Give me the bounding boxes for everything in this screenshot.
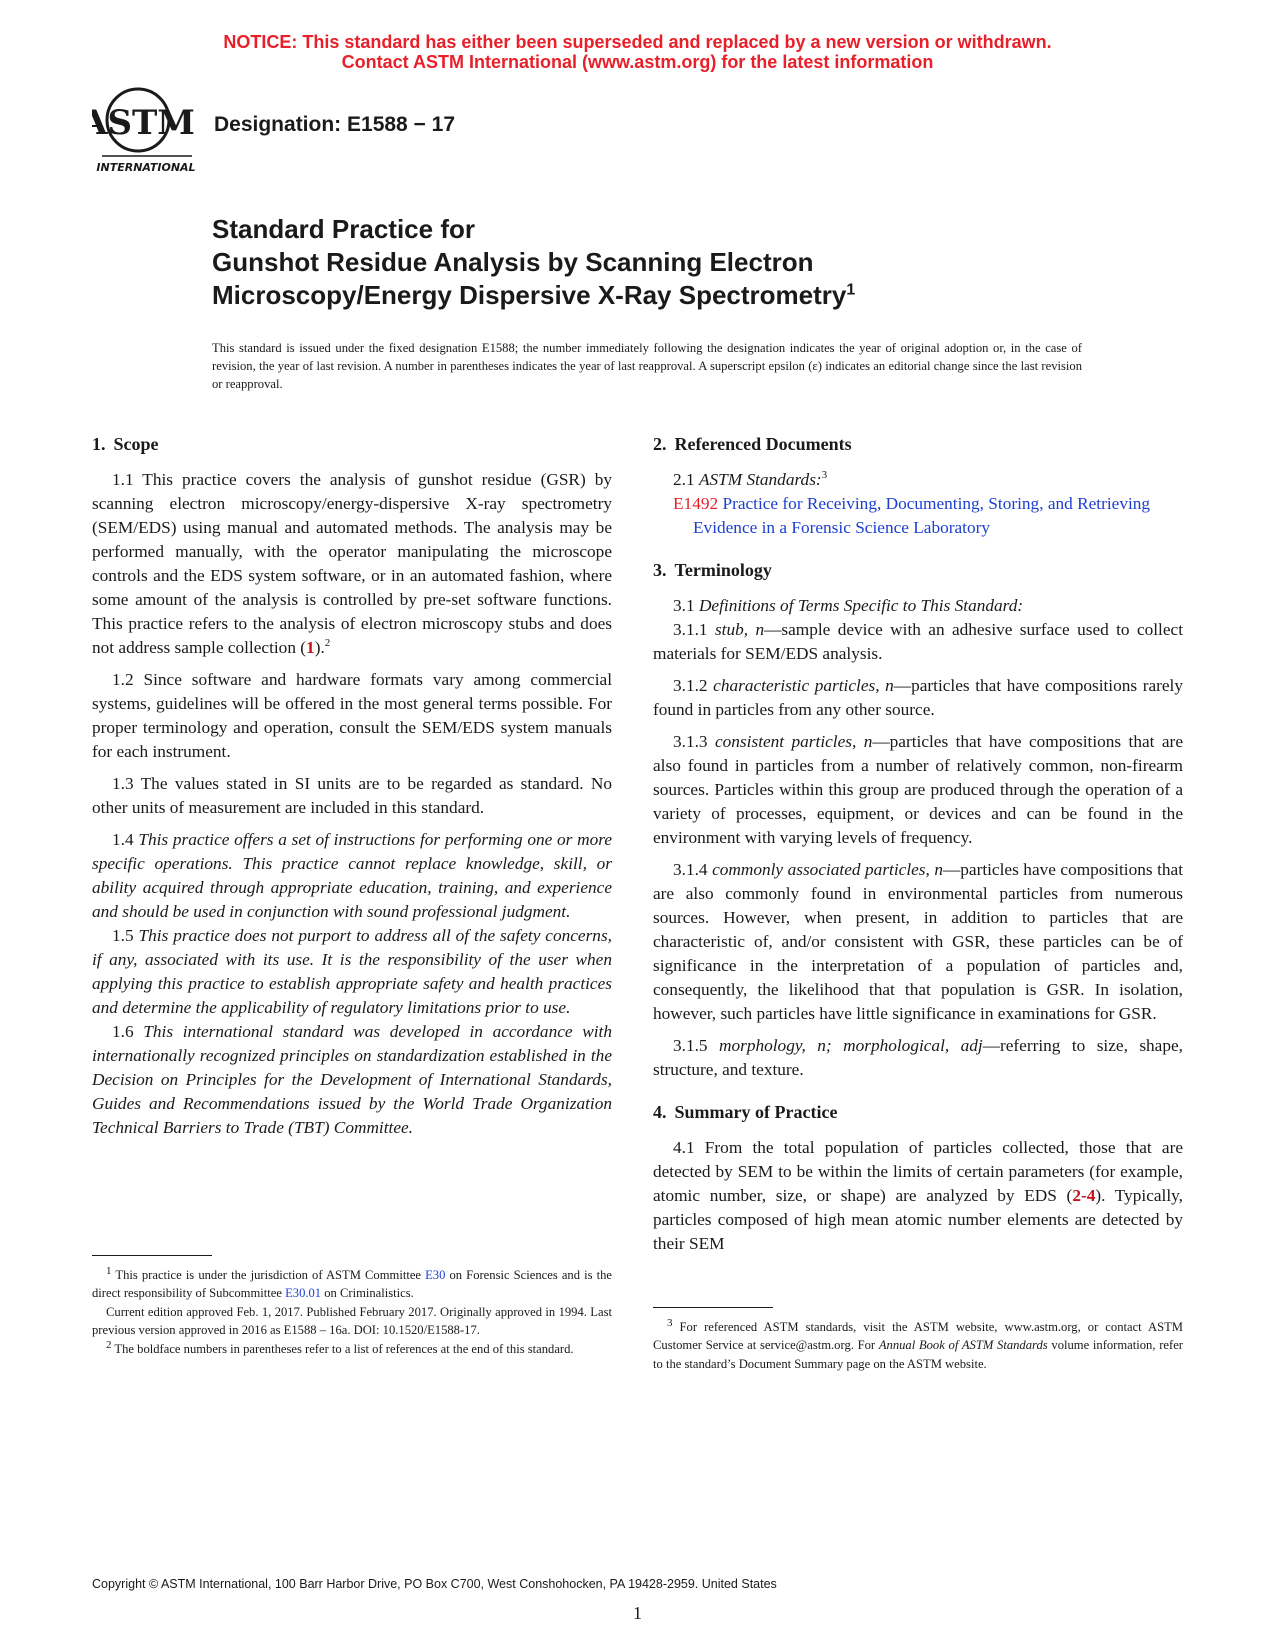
section-terminology xyxy=(653,558,1183,1082)
scope-1-6: 1.6 This international standard was developed in accordance with internationally recognized principles on standardization established in the Decision on Principles for the Development of International Standards, Guides and Recommendations issued by the World Trade Organization Technical Barriers to Trade (TBT) Committee. xyxy=(92,1022,612,1137)
summary-4-1: 4.1 From the total population of particles collected, those that are detected by SEM to be within the limits of certain parameters (for example, atomic number, size, or shape) are analyzed by EDS (2-4). Typically, particles composed of high mean atomic number elements are detected by their SEM xyxy=(653,1138,1184,1253)
committee-link[interactable]: E30 xyxy=(425,1268,446,1282)
section-scope xyxy=(92,432,612,1140)
scope-1-5: 1.5 This practice does not purport to address all of the safety concerns, if any, associated with its use. It is the responsibility of the user when applying this practice to establish appropriate safety and health practices and determine the applicability of regulatory limitations prior to use. xyxy=(92,926,612,1017)
copyright: Copyright © ASTM International, 100 Barr Harbor Drive, PO Box C700, West Conshohocken, PA 19428-2959. United States xyxy=(92,1577,777,1591)
footnote-3: $^3$ For referenced ASTM standards, visit the ASTM website, www.astm.org, or contact ASTM Customer Service at service@astm.org. For Annual Book of ASTM Standards volume information, refer to the standard’s Document Summary page on the ASTM website. xyxy=(653,1316,1183,1371)
summary-heading: 4. Summary of Practice xyxy=(653,1102,838,1122)
scope-1-1: 1.1 This practice covers the analysis of gunshot residue (GSR) by scanning electron microscopy/energy-dispersive X-ray spectrometry (SEM/EDS) using manual and automated methods. The analysis may be performed manually, with the operator manipulating the microscope controls and the EDS system software, or in an automated fashion, where some amount of the analysis is controlled by pre-set software functions. This practice refers to the analysis of electron microscopy stubs and does not address sample collection (1).$^2$ xyxy=(92,470,612,657)
page-number: 1 xyxy=(633,1603,642,1623)
footnote-1: $^1$ This practice is under the jurisdiction of ASTM Committee E30 on Forensic Sciences and is the direct responsibility of Subcommittee E30.01 on Criminalistics. xyxy=(92,1264,612,1301)
title-line-2: Gunshot Residue Analysis by Scanning Electron xyxy=(212,247,814,277)
reference-citation[interactable]: 1 xyxy=(306,638,315,657)
footnote-divider xyxy=(653,1307,773,1308)
referenced-document-e1492[interactable]: E1492 Practice for Receiving, Documenting, Storing, and Retrieving Evidence in a Forensic Science Laboratory xyxy=(673,494,1151,537)
reference-citation[interactable]: 2-4 xyxy=(1072,1186,1096,1205)
designation: Designation: E1588 − 17 xyxy=(214,113,456,136)
footnotes-right xyxy=(653,1307,1183,1373)
scope-1-2: 1.2 Since software and hardware formats vary among commercial systems, guidelines will be offered in the most general terms possible. For proper terminology and operation, consult the SEM/EDS system manuals for each instrument. xyxy=(92,670,612,761)
left-column xyxy=(92,432,612,1158)
section-summary xyxy=(653,1100,1183,1256)
scope-heading: 1. Scope xyxy=(92,434,159,454)
astm-logo xyxy=(92,82,200,182)
title-footnote-mark: 1 xyxy=(846,281,856,299)
svg-text:INTERNATIONAL: INTERNATIONAL xyxy=(96,161,196,174)
right-column xyxy=(653,432,1183,1274)
footnotes-left xyxy=(92,1255,612,1358)
document-title xyxy=(212,213,855,312)
svg-text:ASTM: ASTM xyxy=(92,103,195,143)
term-consistent-particles: 3.1.3 consistent particles, n—particles that have compositions that are also found in particles from a number of relatively common, non-firearm sources. Particles within this group are produced through the operation of a variety of processes, equipment, or devices and can be found in the environment with varying levels of frequency. xyxy=(653,732,1183,847)
withdrawal-notice xyxy=(0,32,1275,72)
footnote-2: $^2$ The boldface numbers in parentheses refer to a list of references at the end of this standard. xyxy=(106,1338,574,1356)
terminology-heading: 3. Terminology xyxy=(653,560,772,580)
notice-line-2: Contact ASTM International (www.astm.org) for the latest information xyxy=(341,52,934,72)
referenced-2-1: 2.1 ASTM Standards:$^3$ xyxy=(673,469,828,489)
footnote-1-edition: Current edition approved Feb. 1, 2017. Published February 2017. Originally approved in 1994. Last previous version approved in 2016 as E1588 – 16a. DOI: 10.1520/E1588-17. xyxy=(92,1304,612,1338)
scope-1-3: 1.3 The values stated in SI units are to be regarded as standard. No other units of measurement are included in this standard. xyxy=(92,774,612,817)
issue-note: This standard is issued under the fixed designation E1588; the number immediately following the designation indicates the year of original adoption or, in the case of revision, the year of last revision. A number in parentheses indicates the year of last reapproval. A superscript epsilon (ε) indicates an editorial change since the last revision or reapproval. xyxy=(212,341,1082,391)
referenced-heading: 2. Referenced Documents xyxy=(653,434,852,454)
title-line-3: Microscopy/Energy Dispersive X-Ray Spectrometry$^1$ xyxy=(212,280,856,310)
term-commonly-associated-particles: 3.1.4 commonly associated particles, n—particles have compositions that are also commonly found in environmental particles from numerous sources. However, when present, in addition to particles that are characteristic of, and/or consistent with GSR, these particles can be of significance in the interpretation of a population of particles and, consequently, the likelihood that that population is GSR. In isolation, however, such particles have little significance in examinations for GSR. xyxy=(653,860,1183,1023)
scope-1-4: 1.4 This practice offers a set of instructions for performing one or more specific operations. This practice cannot replace knowledge, skill, or ability acquired through appropriate education, training, and experience and should be used in conjunction with sound professional judgment. xyxy=(92,830,612,921)
section-referenced-documents xyxy=(653,432,1183,540)
term-morphology: 3.1.5 morphology, n; morphological, adj—referring to size, shape, structure, and texture. xyxy=(653,1036,1183,1079)
astm-logo-icon xyxy=(92,82,200,182)
term-characteristic-particles: 3.1.2 characteristic particles, n—particles that have compositions rarely found in particles from any other source. xyxy=(653,676,1183,719)
notice-line-1: NOTICE: This standard has either been superseded and replaced by a new version or withdrawn. xyxy=(223,32,1052,52)
term-3-1: 3.1 Definitions of Terms Specific to This Standard: xyxy=(673,596,1024,615)
term-stub: 3.1.1 stub, n—sample device with an adhesive surface used to collect materials for SEM/EDS analysis. xyxy=(653,620,1183,663)
subcommittee-link[interactable]: E30.01 xyxy=(285,1286,322,1301)
title-line-1: Standard Practice for xyxy=(212,214,475,244)
footnote-divider xyxy=(92,1255,212,1256)
